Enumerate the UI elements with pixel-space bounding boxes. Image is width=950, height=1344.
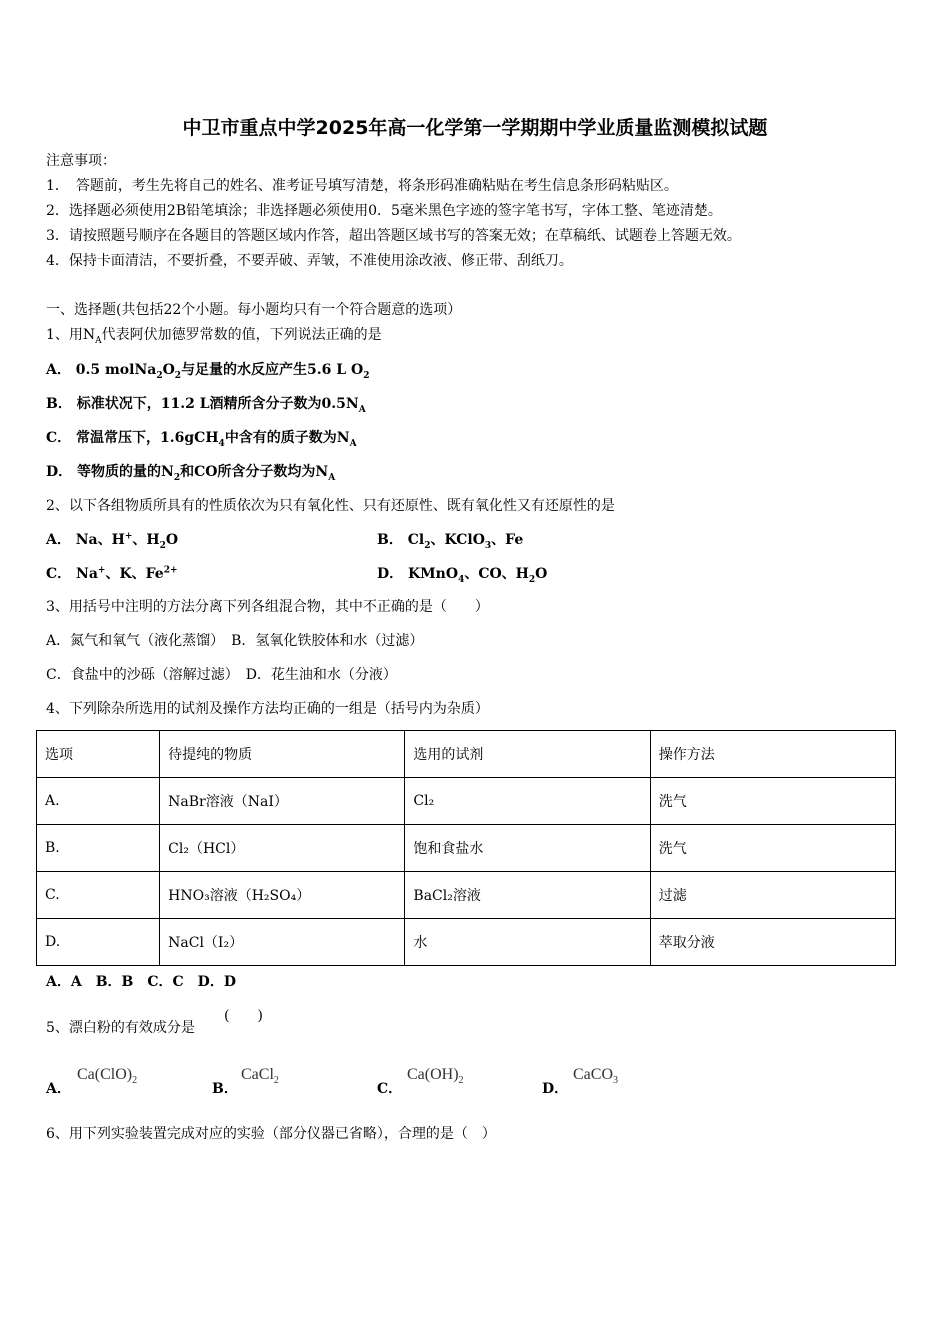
q2-option-d[interactable]: D． KMnO$_4$、CO、$H_2O$ <box>377 566 548 585</box>
page-title: 中卫市重点中学2025年高一化学第一学期期中学业质量监测模拟试题 <box>182 117 768 139</box>
q1-stem: 1、用$N_A$代表阿伏加德罗常数的值，下列说法正确的是 <box>46 327 382 346</box>
table-cell: A. <box>37 778 160 825</box>
table-cell: 水 <box>405 919 650 966</box>
table-cell: 萃取分液 <box>650 919 895 966</box>
table-cell: C. <box>37 872 160 919</box>
table-cell: 洗气 <box>650 825 895 872</box>
q1-option-a[interactable]: A． 0.5 $molNa_2O_2$与足量的水反应产生5.6 L $O_2$ <box>46 362 370 381</box>
notice-item-1: 1． 答题前，考生先将自己的姓名、准考证号填写清楚，将条形码准确粘贴在考生信息条形码粘贴区。 <box>46 178 678 194</box>
table-header-cell: 选项 <box>37 731 160 778</box>
q5-option-d-formula[interactable]: CaCO$_3$ <box>573 1066 618 1087</box>
table-row <box>37 872 896 919</box>
q3-stem: 3、用括号中注明的方法分离下列各组混合物，其中不正确的是（ ） <box>46 599 489 615</box>
table-header-cell: 操作方法 <box>650 731 895 778</box>
q2-option-a[interactable]: A． Na、H+、$H_2O$ <box>46 531 179 551</box>
q2-option-b[interactable]: B． $Cl_2$、KClO$_3$、Fe <box>377 532 524 551</box>
notice-item-3: 3．请按照题号顺序在各题目的答题区域内作答，超出答题区域书写的答案无效；在草稿纸、试题卷上答题无效。 <box>46 228 741 244</box>
q3-options-cd[interactable]: C．食盐中的沙砾（溶解过滤） D．花生油和水（分液） <box>46 667 397 683</box>
notice-heading: 注意事项： <box>46 153 116 169</box>
table-cell: D. <box>37 919 160 966</box>
q1-option-c[interactable]: C． 常温常压下，1.6gCH$_4$中含有的质子数为$N_A$ <box>46 430 357 449</box>
table-row <box>37 919 896 966</box>
q6-stem: 6、用下列实验装置完成对应的实验（部分仪器已省略），合理的是（ ） <box>46 1126 496 1142</box>
table-cell: B. <box>37 825 160 872</box>
section-heading: 一、选择题(共包括22个小题。每小题均只有一个符合题意的选项） <box>46 302 462 318</box>
table-cell: Cl₂ <box>405 778 650 825</box>
table-header-cell: 选用的试剂 <box>405 731 650 778</box>
q2-option-c[interactable]: C． Na+、K、$Fe^{2+}$ <box>46 565 178 582</box>
table-cell: NaBr溶液（NaI） <box>160 778 405 825</box>
table-row <box>37 825 896 872</box>
q1-option-d[interactable]: D． 等物质的量的$N_2$和CO所含分子数均为$N_A$ <box>46 464 336 483</box>
q5-stem: 5、漂白粉的有效成分是 <box>46 1020 195 1036</box>
q3-options-ab[interactable]: A．氮气和氧气（液化蒸馏） B．氢氧化铁胶体和水（过滤） <box>46 633 424 649</box>
table-cell: 过滤 <box>650 872 895 919</box>
table-cell: 饱和食盐水 <box>405 825 650 872</box>
table-cell: 洗气 <box>650 778 895 825</box>
q5-option-a-label[interactable]: A． <box>46 1081 71 1097</box>
q4-stem: 4、下列除杂所选用的试剂及操作方法均正确的一组是（括号内为杂质） <box>46 701 489 717</box>
table-cell: Cl₂（HCl） <box>160 825 405 872</box>
q5-answer-blank: ( ) <box>224 1008 263 1024</box>
q5-option-c-formula[interactable]: $Ca(OH)_2$ <box>407 1066 464 1087</box>
q5-option-d-label[interactable]: D． <box>542 1081 569 1097</box>
table-cell: NaCl（I₂） <box>160 919 405 966</box>
q1-option-b[interactable]: B． 标准状况下，11.2 L酒精所含分子数为$0.5N_A$ <box>46 396 366 415</box>
q5-option-a-formula[interactable]: $Ca(ClO)_2$ <box>77 1066 138 1087</box>
table-cell: BaCl₂溶液 <box>405 872 650 919</box>
table-row <box>37 778 896 825</box>
table-cell: HNO₃溶液（H₂SO₄） <box>160 872 405 919</box>
notice-item-2: 2．选择题必须使用2B铅笔填涂；非选择题必须使用0．5毫米黑色字迹的签字笔书写，字体工整、笔迹清楚。 <box>46 203 722 219</box>
q4-options[interactable]: A．A B．B C．C D．D <box>46 974 236 990</box>
table-header-row <box>37 731 896 778</box>
table-header-cell: 待提纯的物质 <box>160 731 405 778</box>
q2-stem: 2、以下各组物质所具有的性质依次为只有氧化性、只有还原性、既有氧化性又有还原性的是 <box>46 498 615 514</box>
q4-table <box>36 730 896 966</box>
notice-item-4: 4．保持卡面清洁，不要折叠，不要弄破、弄皱，不准使用涂改液、修正带、刮纸刀。 <box>46 253 573 269</box>
q5-option-c-label[interactable]: C． <box>377 1081 403 1097</box>
q5-option-b-label[interactable]: B． <box>212 1081 238 1097</box>
q5-option-b-formula[interactable]: CaCl$_2$ <box>241 1066 279 1087</box>
